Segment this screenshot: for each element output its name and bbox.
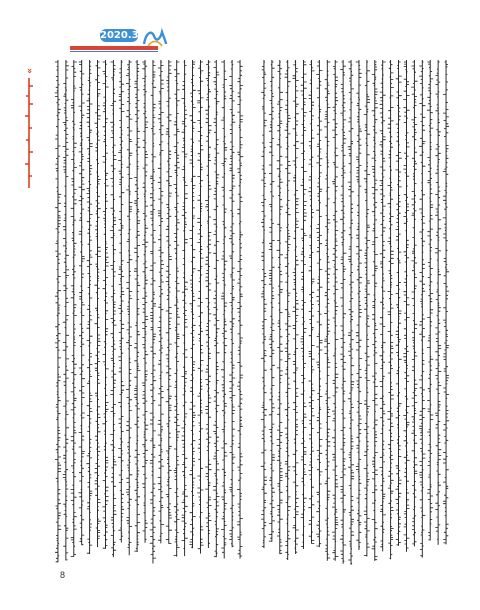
vertical-script-line bbox=[182, 60, 188, 556]
vertical-script-line bbox=[102, 60, 108, 549]
vertical-script-line bbox=[316, 60, 322, 547]
vertical-script-line bbox=[166, 60, 172, 544]
page-number: 8 bbox=[60, 570, 66, 580]
body-text-column-right bbox=[260, 60, 450, 565]
vertical-script-line bbox=[427, 60, 433, 541]
vertical-script-line bbox=[110, 60, 116, 557]
vertical-script-line bbox=[411, 60, 417, 546]
vertical-script-line bbox=[372, 60, 378, 561]
vertical-script-line bbox=[229, 60, 235, 547]
vertical-script-line bbox=[324, 60, 330, 561]
vertical-script-line bbox=[387, 60, 393, 559]
vertical-script-line bbox=[63, 60, 69, 561]
vertical-script-line bbox=[197, 60, 203, 554]
vertical-script-line bbox=[86, 60, 92, 554]
vertical-script-line bbox=[150, 60, 156, 563]
vertical-script-line bbox=[269, 60, 275, 542]
vertical-script-line bbox=[395, 60, 401, 546]
vertical-script-line bbox=[126, 60, 132, 555]
vertical-script-line bbox=[419, 60, 425, 558]
vertical-script-line bbox=[443, 60, 449, 544]
vertical-script-line bbox=[332, 60, 338, 561]
vertical-script-line bbox=[79, 60, 85, 545]
section-title-script bbox=[24, 78, 34, 188]
vertical-script-line bbox=[364, 60, 370, 557]
vertical-script-line bbox=[435, 60, 441, 545]
vertical-script-line bbox=[71, 60, 77, 557]
vertical-script-line bbox=[205, 60, 211, 548]
vertical-script-line bbox=[118, 60, 124, 542]
section-title bbox=[20, 68, 38, 208]
body-text-column-left bbox=[54, 60, 244, 565]
vertical-script-line bbox=[285, 60, 291, 560]
vertical-script-line bbox=[261, 60, 267, 548]
vertical-script-line bbox=[301, 60, 307, 549]
vertical-script-line bbox=[237, 60, 243, 559]
vertical-script-line bbox=[142, 60, 148, 543]
vertical-script-line bbox=[221, 60, 227, 559]
vertical-script-line bbox=[158, 60, 164, 543]
issue-year-badge: 2020.3 bbox=[100, 30, 139, 41]
double-arrow-icon: » bbox=[24, 68, 34, 74]
vertical-script-line bbox=[308, 60, 314, 544]
magazine-logo-icon bbox=[140, 26, 170, 48]
vertical-script-line bbox=[380, 60, 386, 551]
vertical-script-line bbox=[403, 60, 409, 552]
vertical-script-line bbox=[134, 60, 140, 552]
vertical-script-line bbox=[277, 60, 283, 554]
vertical-script-line bbox=[213, 60, 219, 557]
vertical-script-line bbox=[174, 60, 180, 557]
vertical-script-line bbox=[189, 60, 195, 548]
vertical-script-line bbox=[55, 60, 61, 562]
vertical-script-line bbox=[356, 60, 362, 550]
vertical-script-line bbox=[94, 60, 100, 547]
header-rule-blue bbox=[70, 51, 158, 52]
vertical-script-line bbox=[348, 60, 354, 565]
vertical-script-line bbox=[340, 60, 346, 564]
vertical-script-line bbox=[292, 60, 298, 554]
